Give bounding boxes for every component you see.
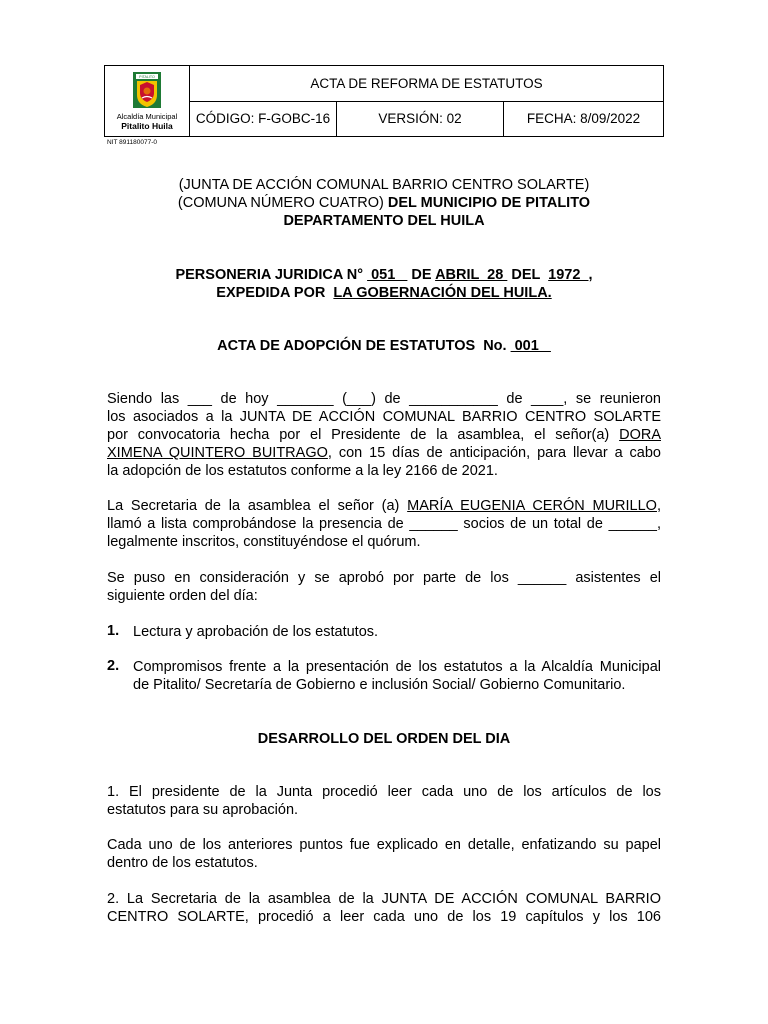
para3-line-1: Se puso en consideración y se aprobó por parte de los ______ asistentes el bbox=[107, 570, 661, 586]
personeria-number: 051 bbox=[367, 267, 408, 283]
para2-line-3: legalmente inscritos, constituyéndose el quórum. bbox=[107, 534, 421, 550]
nit-label: NIT 891180077-0 bbox=[107, 139, 157, 146]
personeria-comma: , bbox=[588, 267, 593, 283]
document-code: CÓDIGO: F-GOBC-16 bbox=[190, 101, 337, 137]
document-header bbox=[104, 65, 664, 137]
agenda-item-2-line-1: Compromisos frente a la presentación de los estatutos a la Alcaldía Municipal bbox=[133, 659, 661, 675]
para5-line-1: Cada uno de los anteriores puntos fue explicado en detalle, enfatizando su papel bbox=[107, 837, 661, 853]
intro-line-3: DEPARTAMENTO DEL HUILA bbox=[283, 213, 485, 229]
para1-line-4 bbox=[107, 444, 661, 462]
para3-line-2: siguiente orden del día: bbox=[107, 588, 258, 604]
personeria-date: ABRIL 28 bbox=[435, 267, 508, 283]
intro-line-1: (JUNTA DE ACCIÓN COMUNAL BARRIO CENTRO SOLARTE) bbox=[178, 177, 590, 193]
secretary-comma: , bbox=[656, 498, 661, 514]
para1-line-5: la adopción de los estatutos conforme a la ley 2166 de 2021. bbox=[107, 463, 498, 479]
seal-text: PITALITO bbox=[139, 75, 155, 79]
para1-line-3 bbox=[107, 426, 661, 444]
secretary-name: MARÍA EUGENIA CERÓN MURILLO bbox=[407, 498, 657, 514]
para4-line-2: estatutos para su aprobación. bbox=[107, 802, 299, 818]
agenda-item-2-number: 2. bbox=[107, 658, 120, 674]
para4-line-1: 1. El presidente de la Junta procedió leer cada uno de los artículos de los bbox=[107, 784, 661, 800]
agenda-item-2-line-2: de Pitalito/ Secretaría de Gobierno e inclusión Social/ Gobierno Comunitario. bbox=[133, 677, 626, 693]
president-name-2: XIMENA QUINTERO BUITRAGO bbox=[107, 445, 328, 461]
para1-anticipacion: , con 15 días de anticipación, para llevar a cabo bbox=[327, 445, 661, 461]
para1-line-2: los asociados a la JUNTA DE ACCIÓN COMUNAL BARRIO CENTRO SOLARTE bbox=[107, 409, 661, 425]
desarrollo-title: DESARROLLO DEL ORDEN DEL DIA bbox=[257, 731, 511, 747]
expedida-label: EXPEDIDA POR bbox=[216, 285, 334, 301]
document-version: VERSIÓN: 02 bbox=[337, 101, 504, 137]
para1-convocatoria: por convocatoria hecha por el Presidente de la asamblea, el señor(a) bbox=[107, 427, 620, 443]
logo-cell bbox=[105, 66, 190, 137]
acta-title-text: ACTA DE ADOPCIÓN DE ESTATUTOS No. bbox=[217, 338, 511, 354]
logo-line-2: Pitalito Huila bbox=[121, 121, 173, 131]
para5-line-2: dentro de los estatutos. bbox=[107, 855, 258, 871]
personeria-de: DE bbox=[407, 267, 436, 283]
personeria-del: DEL bbox=[507, 267, 549, 283]
municipal-logo bbox=[105, 71, 189, 131]
agenda-item-1-text: Lectura y aprobación de los estatutos. bbox=[133, 624, 379, 640]
logo-line-1: Alcaldía Municipal bbox=[116, 112, 178, 121]
personeria-line-2 bbox=[107, 284, 661, 302]
personeria-label: PERSONERIA JURIDICA N° bbox=[175, 267, 368, 283]
municipal-shield-icon bbox=[132, 71, 162, 109]
personeria-line-1 bbox=[107, 266, 661, 284]
para2-line-2: llamó a lista comprobándose la presencia de ______ socios de un total de ______, bbox=[107, 516, 661, 532]
president-name-1: DORA bbox=[619, 427, 661, 443]
acta-number: 001 bbox=[510, 338, 551, 354]
secretary-label: La Secretaria de la asamblea el señor (a) bbox=[107, 498, 408, 514]
agenda-item-1-number: 1. bbox=[107, 623, 120, 639]
intro-line-2 bbox=[107, 194, 661, 212]
acta-title bbox=[107, 337, 661, 355]
personeria-year: 1972 bbox=[548, 267, 589, 283]
document-date: FECHA: 8/09/2022 bbox=[504, 101, 664, 137]
para6-line-2: CENTRO SOLARTE, procedió a leer cada uno de los 19 capítulos y los 106 bbox=[107, 909, 661, 925]
intro-line-2-bold: DEL MUNICIPIO DE PITALITO bbox=[387, 195, 591, 211]
para2-line-1 bbox=[107, 497, 661, 515]
para6-line-1: 2. La Secretaria de la asamblea de la JUNTA DE ACCIÓN COMUNAL BARRIO bbox=[107, 891, 661, 907]
expedida-issuer: LA GOBERNACIÓN DEL HUILA. bbox=[333, 285, 552, 301]
document-title: ACTA DE REFORMA DE ESTATUTOS bbox=[190, 66, 664, 102]
intro-line-2-plain: (COMUNA NÚMERO CUATRO) bbox=[177, 195, 388, 211]
para1-line-1: Siendo las ___ de hoy _______ (___) de ___________ de ____, se reunieron bbox=[107, 391, 661, 407]
